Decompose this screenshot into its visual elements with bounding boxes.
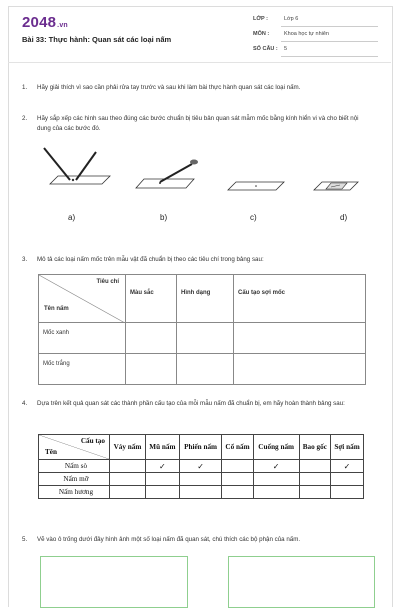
row-label: Nấm mỡ (39, 473, 110, 486)
step-a-illustration (40, 146, 116, 190)
answer-cell[interactable] (331, 486, 364, 499)
answer-cell[interactable] (299, 460, 330, 473)
column-header: Cổ nấm (222, 435, 253, 460)
step-label-a: a) (68, 213, 76, 222)
answer-cell[interactable] (222, 486, 253, 499)
column-header: Cấu tạo sợi mốc (234, 275, 366, 323)
answer-cell[interactable] (222, 460, 253, 473)
site-logo[interactable]: 2048.vn (22, 14, 68, 31)
check-mark-icon: ✓ (331, 460, 364, 473)
answer-cell[interactable] (126, 323, 177, 354)
table-corner: Tiêu chí Tên nấm (39, 275, 126, 323)
step-label-d: d) (340, 213, 348, 222)
page-title: Bài 33: Thực hành: Quan sát các loại nấm (22, 35, 172, 44)
column-header: Sợi nấm (331, 435, 364, 460)
answer-cell[interactable] (110, 460, 146, 473)
answer-cell[interactable] (234, 354, 366, 385)
row-label: Mốc xanh (39, 323, 126, 354)
answer-cell[interactable] (299, 473, 330, 486)
column-header: Phiến nấm (179, 435, 221, 460)
mushroom-structure-table (38, 434, 364, 499)
column-header: Hình dạng (177, 275, 234, 323)
drawing-box-1[interactable] (40, 556, 188, 608)
table-row (39, 486, 364, 499)
answer-cell[interactable] (145, 473, 179, 486)
meta-grade: LỚP : Lớp 6 (253, 13, 378, 27)
column-header: Mũ nấm (145, 435, 179, 460)
table-corner: Cấu tạo Tên (39, 435, 110, 460)
column-header: Bao gốc (299, 435, 330, 460)
mold-description-table (38, 274, 366, 385)
column-header: Cuống nấm (253, 435, 299, 460)
row-label: Mốc trắng (39, 354, 126, 385)
answer-cell[interactable] (110, 473, 146, 486)
column-header: Màu sắc (126, 275, 177, 323)
row-label: Nấm hương (39, 486, 110, 499)
question-1: 1. Hãy giải thích vì sao cần phải rửa tay trước và sau khi làm bài thực hành quan sát các loại nấm. (22, 84, 301, 91)
question-5: 5. Vẽ vào ô trống dưới đây hình ảnh một số loại nấm đã quan sát, chú thích các bộ phận của nấm. (22, 536, 301, 543)
answer-cell[interactable] (145, 486, 179, 499)
check-mark-icon: ✓ (145, 460, 179, 473)
step-label-b: b) (160, 213, 168, 222)
meta-question-count: SỐ CÂU : 5 (253, 43, 378, 57)
answer-cell[interactable] (179, 473, 221, 486)
question-2: 2. Hãy sắp xếp các hình sau theo đúng các bước chuẩn bị tiêu bản quan sát mẫm mốc bằng kính hiển vi và cho biết nội dung của các bước đó. (22, 115, 359, 132)
answer-cell[interactable] (177, 323, 234, 354)
question-4: 4. Dựa trên kết quả quan sát các thành phần cấu tạo của mỗi mẫu nấm đã chuẩn bị, em hãy hoàn thành bảng sau: (22, 400, 345, 407)
answer-cell[interactable] (179, 486, 221, 499)
answer-cell[interactable] (299, 486, 330, 499)
answer-cell[interactable] (253, 486, 299, 499)
question-3: 3. Mô tả các loại nấm mốc trên mẫu vật đã chuẩn bị theo các tiêu chí trong bảng sau: (22, 256, 264, 263)
row-label: Nấm sò (39, 460, 110, 473)
answer-cell[interactable] (331, 473, 364, 486)
header-divider (8, 62, 391, 63)
step-label-c: c) (250, 213, 257, 222)
answer-cell[interactable] (126, 354, 177, 385)
check-mark-icon: ✓ (179, 460, 221, 473)
check-mark-icon: ✓ (253, 460, 299, 473)
answer-cell[interactable] (110, 486, 146, 499)
step-c-illustration (226, 174, 290, 194)
table-row (39, 473, 364, 486)
answer-cell[interactable] (253, 473, 299, 486)
column-header: Vảy nấm (110, 435, 146, 460)
answer-cell[interactable] (177, 354, 234, 385)
table-row (39, 460, 364, 473)
answer-cell[interactable] (222, 473, 253, 486)
meta-subject: MÔN : Khoa học tự nhiên (253, 28, 378, 42)
step-d-illustration (312, 174, 362, 194)
answer-cell[interactable] (234, 323, 366, 354)
drawing-box-2[interactable] (228, 556, 375, 608)
step-b-illustration (130, 152, 206, 192)
